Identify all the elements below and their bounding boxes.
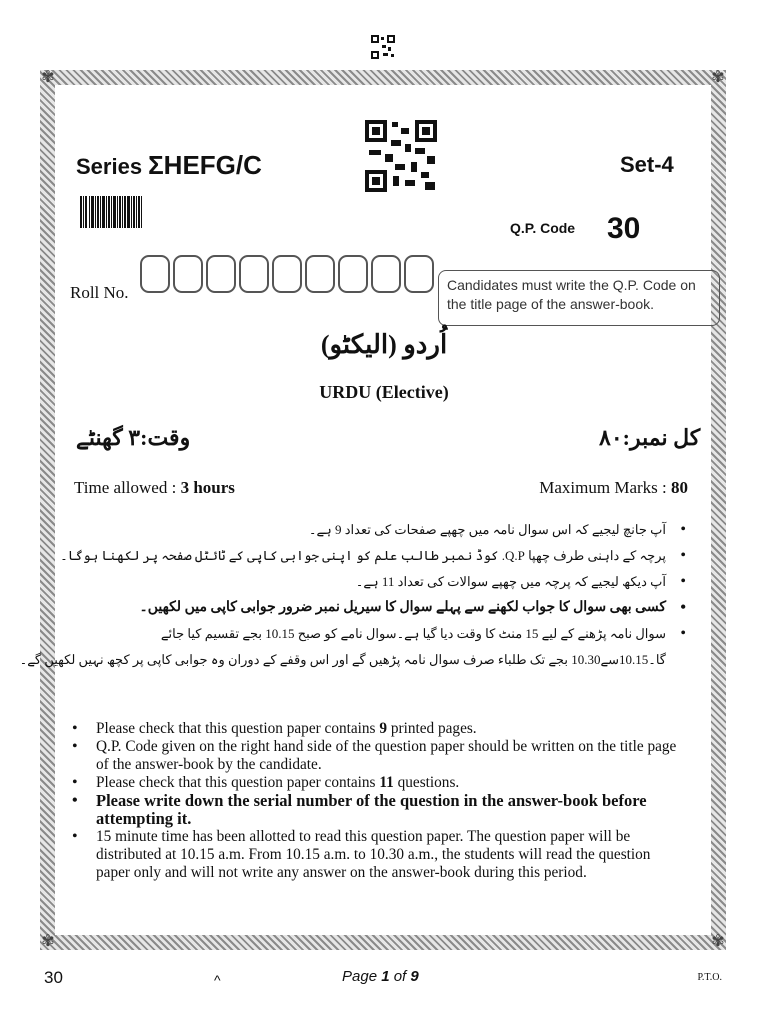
page-total: 9 [410,968,419,985]
corner-ornament-icon: ✾ [41,933,55,950]
page-indicator [342,968,419,985]
maximum-marks [539,478,688,498]
page-prefix: Page [342,968,382,985]
set-number: Set-4 [620,152,674,177]
list-item: • آپ دیکھ لیجیے کہ پرچہ میں چھپے سوالات کی تعداد 11 ہے۔ [68,569,688,595]
instruction-text: Please check that this question paper contains [96,774,380,791]
qr-code-icon [365,120,437,192]
maximum-marks-value: 80 [671,478,688,497]
list-item: گا۔10.15سے10.30 بجے تک طلباء صرف سوال نامہ پڑھیں گے اور اس وقفے کے دوران وہ جوابی کاپی پر کچھ نہیں لکھیں گے۔ [19,652,666,667]
english-instructions [72,720,682,882]
instruction-text: printed pages. [387,720,477,737]
series-info [76,150,262,181]
roll-digit-box[interactable] [272,255,302,293]
list-item: • آپ جانچ لیجیے کہ اس سوال نامہ میں چھپے صفحات کی تعداد 9 ہے۔ [68,517,688,543]
roll-number-label: Roll No. [70,283,129,302]
caret-mark: ^ [214,972,221,988]
roll-digit-box[interactable] [305,255,335,293]
list-item: • سوال نامہ پڑھنے کے لیے 15 منٹ کا وقت دیا گیا ہے۔سوال نامے کو صبح 10.15 بجے تقسیم کیا جائے [68,621,688,647]
roll-digit-box[interactable] [140,255,170,293]
instruction-number: 11 [379,774,394,791]
roll-digit-box[interactable] [404,255,434,293]
instruction-number: 9 [379,720,387,737]
list-item: • کسی بھی سوال کا جواب لکھنے سے پہلے سوال کا سیریل نمبر ضرور جوابی کاپی میں لکھیں۔ [68,595,688,621]
qp-code-label: Q.P. Code [510,220,576,236]
list-item: • Please write down the serial number of the question in the answer-book before attempting it. [72,792,682,828]
roll-digit-box[interactable] [371,255,401,293]
time-allowed-label: Time allowed : [74,478,181,497]
page-mid: of [389,968,411,985]
urdu-instructions [19,517,688,673]
instruction-text: questions. [393,774,460,791]
roll-digit-box[interactable] [338,255,368,293]
roll-digit-box[interactable] [206,255,236,293]
corner-ornament-icon: ✾ [41,69,55,86]
instruction-text: Please check that this question paper contains [96,720,380,737]
subject-title-urdu: اُردو (الیکٹو) [320,330,448,359]
page-number: 1 [381,968,390,985]
time-allowed-urdu: وقت:۳ گھنٹے [76,425,191,450]
roll-digit-box[interactable] [239,255,269,293]
barcode-icon [80,196,142,228]
qp-code-notice: Candidates must write the Q.P. Code on the title page of the answer-book. [438,270,720,326]
list-item [72,720,682,738]
pto-label: P.T.O. [697,972,722,983]
list-item [72,774,682,792]
subject-title: URDU (Elective) [319,382,449,402]
roll-digit-box[interactable] [173,255,203,293]
max-marks-urdu: کل نمبر:۸۰ [599,425,701,450]
list-item: • پرچہ کے داہنی طرف چھپا Q.P. کوڈ نمبر طالب علم کو اپنی جوابی کاپی کے ٹائٹل صفحہ پر لکھنا ہوگا۔ [68,543,688,569]
qp-code-value: 30 [607,212,641,245]
roll-number-boxes [140,255,437,293]
series-code: ΣHEFG/C [148,150,262,180]
qr-code-icon [371,35,395,59]
list-item: • 15 minute time has been allotted to read this question paper. The question paper will be distributed at 10.15 a.m. From 10.15 a.m. to 10.30 a.m., the students will read the question paper only and will not write any answer on the answer-book during this period. [72,828,682,882]
series-label: Series [76,154,143,179]
corner-ornament-icon: ✾ [711,933,725,950]
maximum-marks-label: Maximum Marks : [539,478,671,497]
list-item: • Q.P. Code given on the right hand side of the question paper should be written on the title page of the answer-book by the candidate. [72,738,682,774]
time-allowed-value: 3 hours [180,478,235,497]
footer-qp-code: 30 [44,968,63,987]
corner-ornament-icon: ✾ [711,69,725,86]
time-allowed [74,478,235,498]
